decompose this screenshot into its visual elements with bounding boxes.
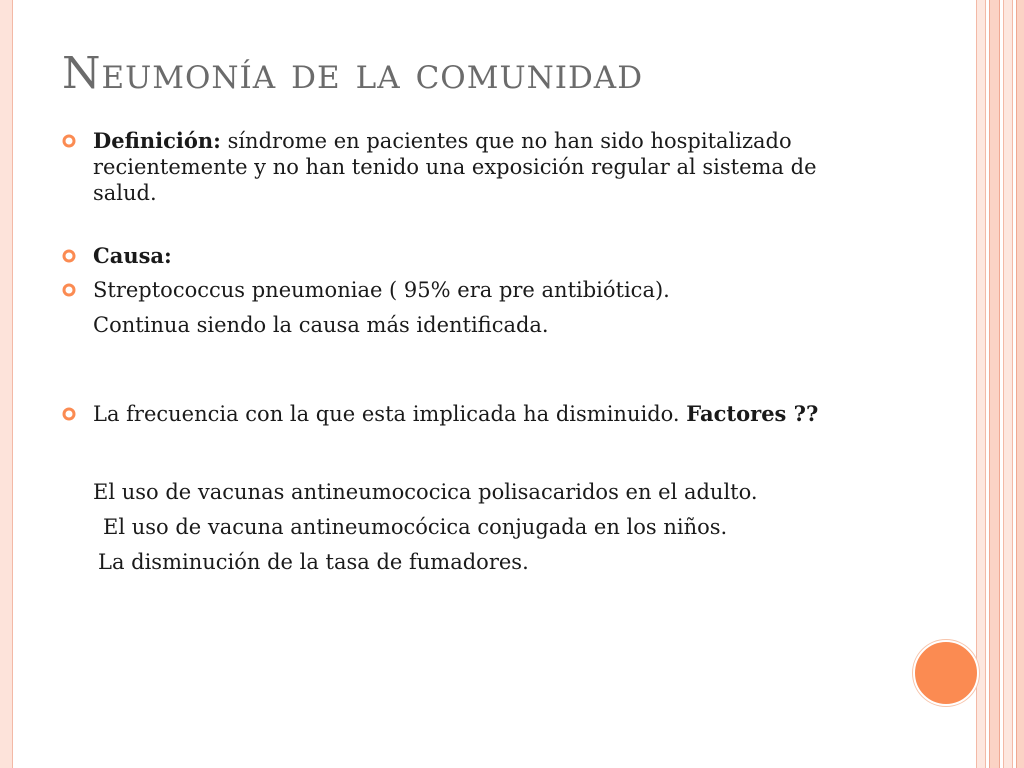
frecuencia-text: La frecuencia con la que esta implicada ha disminuido. (93, 402, 687, 426)
bullet-causa (62, 243, 882, 269)
definicion-text: síndrome en pacientes que no han sido hospitalizado recientemente y no han tenido una exposición regular al sistema de salud. (93, 129, 817, 205)
left-decorative-bar (0, 0, 13, 768)
circle-bullet-icon (62, 407, 76, 421)
causa-item-text: Streptococcus pneumoniae ( 95% era pre antibiótica). (93, 278, 670, 302)
circle-bullet-icon (62, 134, 76, 148)
bullet-definicion (62, 128, 882, 206)
bullet-streptococcus (62, 277, 882, 303)
factor-line: El uso de vacuna antineumocócica conjugada en los niños. (103, 515, 728, 539)
factor-line: La disminución de la tasa de fumadores. (98, 550, 529, 574)
slide-title: Neumonía de la comunidad (62, 48, 644, 99)
circle-bullet-icon (62, 249, 76, 263)
right-decorative-stripes (976, 0, 1024, 768)
circle-bullet-icon (62, 283, 76, 297)
orange-circle-decoration (913, 640, 979, 706)
slide-content (62, 128, 882, 575)
factores-label: Factores ?? (686, 401, 819, 426)
causa-label: Causa: (93, 243, 172, 268)
causa-note: Continua siendo la causa más identificada. (93, 313, 549, 337)
bullet-frecuencia (62, 401, 882, 427)
factor-line: El uso de vacunas antineumococica polisacaridos en el adulto. (93, 480, 758, 504)
definicion-label: Definición: (93, 128, 221, 153)
